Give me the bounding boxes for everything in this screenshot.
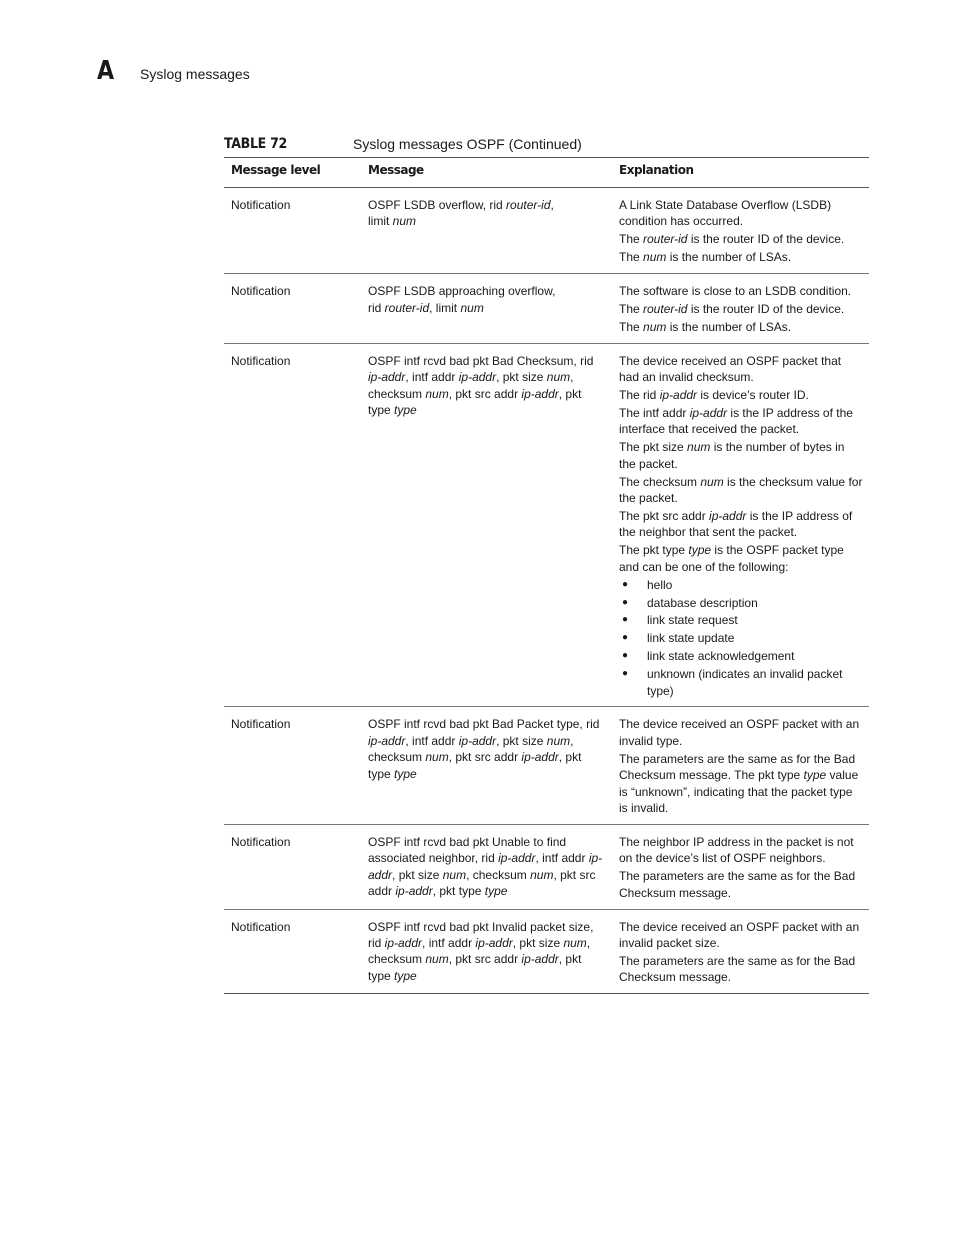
variable-text: ip-addr [368, 733, 406, 748]
variable-text: ip-addr [521, 952, 559, 967]
explanation-cell [612, 274, 869, 344]
variable-text: router-id [384, 300, 430, 315]
text-run: rid [368, 300, 385, 315]
table-row [224, 274, 869, 344]
text-run: value is “unknown”, indicating that the packet type is invalid. [619, 768, 859, 815]
text-run: is the IP address of the interface that received the packet. [619, 406, 853, 437]
text-run: A Link State Database Overflow (LSDB) condition has occurred. [619, 198, 832, 229]
text-run: OSPF intf rcvd bad pkt Bad Packet type, rid [368, 717, 600, 732]
column-header-explanation: Explanation [619, 163, 694, 177]
text-run: OSPF intf rcvd bad pkt Unable to find associated neighbor, rid [368, 834, 567, 866]
text-run: , intf addr [535, 851, 589, 866]
explanation-paragraph [619, 197, 863, 230]
table-body [224, 188, 869, 994]
explanation-cell [612, 343, 869, 707]
explanation-paragraph [619, 919, 863, 952]
variable-text: ip-addr [659, 388, 698, 403]
explanation-paragraph [619, 508, 863, 541]
list-item: ● hello [619, 577, 863, 593]
message-level-cell: Notification [231, 353, 291, 368]
text-run: The pkt type [619, 543, 689, 558]
text-run: OSPF LSDB overflow, rid [368, 198, 507, 212]
explanation-cell [612, 707, 869, 824]
message-cell [361, 343, 612, 707]
list-item: ● database description [619, 595, 863, 611]
text-run: is the number of bytes in the packet. [619, 440, 845, 471]
message-cell [361, 274, 612, 344]
text-run: The [619, 232, 644, 247]
message-cell [361, 824, 612, 909]
text-run: , intf addr [405, 733, 459, 748]
text-run: , pkt size [512, 935, 564, 950]
text-run: The pkt src addr [619, 509, 710, 523]
text-run: , pkt src addr [368, 867, 596, 899]
explanation-paragraph [619, 868, 863, 901]
text-run: , checksum [368, 370, 574, 401]
variable-text: ip-addr [368, 370, 406, 385]
text-run: is the IP address of the neighbor that sent the packet. [619, 509, 853, 540]
text-run: is the number of LSAs. [666, 319, 792, 334]
text-run: limit [368, 214, 393, 229]
variable-text: ip-addr [384, 935, 423, 950]
list-item: ● link state request [619, 612, 863, 628]
text-run: The checksum [619, 474, 701, 489]
explanation-paragraph [619, 474, 863, 507]
text-run: , intf addr [422, 935, 476, 950]
message-level-cell: Notification [231, 919, 291, 934]
variable-text: ip-addr [709, 509, 747, 523]
variable-text: num [530, 867, 554, 882]
explanation-paragraph [619, 319, 863, 335]
explanation-paragraph [619, 716, 863, 749]
variable-text: num [425, 386, 449, 401]
variable-text: num [643, 250, 667, 265]
variable-text: ip-addr [458, 733, 497, 748]
explanation-paragraph [619, 751, 863, 817]
explanation-paragraph [619, 283, 863, 299]
explanation-paragraph [619, 542, 863, 575]
variable-text: num [425, 952, 449, 967]
column-header-message: Message [368, 163, 424, 177]
text-run: The device received an OSPF packet with an invalid packet size. [619, 919, 860, 950]
variable-text: ip-addr [521, 386, 559, 401]
message-level-cell: Notification [231, 198, 291, 212]
text-run: , checksum [466, 867, 531, 882]
text-run: , pkt type [368, 952, 582, 983]
message-cell [361, 188, 612, 274]
message-cell [361, 707, 612, 824]
text-run: OSPF LSDB approaching overflow, [368, 284, 556, 299]
text-run: , intf addr [405, 370, 459, 385]
explanation-paragraph [619, 231, 863, 247]
text-run: is the checksum value for the packet. [619, 474, 863, 506]
text-run: , pkt type [368, 386, 582, 418]
running-header: Syslog messages [140, 66, 250, 82]
variable-text: ip-addr [521, 750, 559, 765]
variable-text: ip-addr [689, 406, 728, 421]
explanation-paragraph [619, 301, 863, 317]
text-run: The pkt size [619, 440, 688, 455]
variable-text: num [392, 214, 417, 229]
table-number: TABLE 72 [224, 136, 287, 152]
explanation-cell [612, 188, 869, 274]
message-level-cell: Notification [231, 834, 291, 849]
text-run: is the router ID of the device. [687, 302, 845, 317]
text-run: , pkt type [432, 884, 485, 899]
text-run: , pkt src addr [448, 750, 522, 765]
list-item: ● link state acknowledgement [619, 648, 863, 664]
text-run: , pkt src addr [448, 386, 522, 401]
variable-text: type [484, 884, 508, 899]
list-item: ● unknown (indicates an invalid packet type) [619, 666, 863, 699]
text-run: , pkt size [496, 733, 547, 748]
column-header-message-level: Message level [231, 163, 321, 177]
variable-text: ip-addr [475, 935, 513, 950]
message-level-cell: Notification [231, 284, 291, 299]
message-level-cell: Notification [231, 717, 291, 732]
text-run: The device received an OSPF packet that had an invalid checksum. [619, 353, 842, 385]
text-run: is the OSPF packet type and can be one of the following: [619, 543, 844, 574]
variable-text: num [643, 319, 667, 334]
table-title: Syslog messages OSPF (Continued) [353, 136, 582, 152]
variable-text: num [442, 867, 467, 882]
table-row [224, 188, 869, 274]
text-run: The [619, 302, 644, 317]
variable-text: num [700, 474, 724, 489]
variable-text: router-id [643, 302, 688, 317]
explanation-paragraph [619, 249, 863, 265]
text-run: , [550, 198, 554, 212]
explanation-paragraph [619, 439, 863, 472]
variable-text: type [394, 403, 417, 418]
variable-text: ip-addr [498, 851, 536, 866]
text-run: OSPF intf rcvd bad pkt Bad Checksum, rid [368, 353, 594, 368]
message-cell [361, 909, 612, 994]
text-run: The software is close to an LSDB condition. [619, 284, 852, 299]
text-run: , limit [429, 300, 461, 315]
text-run: The device received an OSPF packet with an invalid type. [619, 717, 860, 748]
explanation-paragraph [619, 387, 863, 403]
explanation-paragraph [619, 953, 863, 986]
variable-text: ip-addr [395, 884, 433, 899]
text-run: The [619, 250, 644, 265]
variable-text: ip-addr [458, 370, 497, 385]
table-caption [224, 135, 869, 155]
variable-text: num [425, 750, 449, 765]
text-run: is the number of LSAs. [666, 250, 792, 265]
text-run: The parameters are the same as for the Bad Checksum message. [619, 953, 856, 985]
text-run: The neighbor IP address in the packet is not on the device’s list of OSPF neighbors. [619, 834, 854, 866]
explanation-paragraph [619, 353, 863, 386]
explanation-paragraph [619, 405, 863, 438]
variable-text: type [394, 968, 417, 983]
text-run: is the router ID of the device. [687, 232, 845, 247]
variable-text: num [546, 370, 571, 385]
text-run: OSPF intf rcvd bad pkt Invalid packet size, rid [368, 919, 594, 950]
packet-type-list [619, 577, 863, 699]
variable-text: num [460, 300, 484, 315]
explanation-cell [612, 909, 869, 994]
variable-text: router-id [506, 198, 551, 212]
text-run: The [619, 319, 644, 334]
variable-text: type [803, 768, 827, 783]
list-item: ● link state update [619, 630, 863, 646]
text-run: is device’s router ID. [697, 388, 809, 403]
explanation-paragraph [619, 834, 863, 867]
syslog-ospf-table [224, 157, 869, 994]
variable-text: router-id [643, 232, 688, 247]
variable-text: type [688, 543, 712, 558]
text-run: , pkt src addr [448, 952, 522, 967]
table-row [224, 909, 869, 994]
chapter-letter: A [97, 56, 115, 86]
text-run: , checksum [368, 733, 574, 765]
table-row [224, 707, 869, 824]
table-header-row [224, 158, 869, 188]
variable-text: num [546, 733, 571, 748]
text-run: The intf addr [619, 406, 690, 421]
table-row [224, 343, 869, 707]
variable-text: num [563, 935, 587, 950]
table-row [224, 824, 869, 909]
text-run: , pkt size [392, 867, 443, 882]
text-run: The parameters are the same as for the Bad Checksum message. [619, 869, 856, 900]
text-run: , pkt type [368, 750, 582, 781]
text-run: The rid [619, 388, 660, 403]
text-run: , checksum [368, 935, 591, 967]
text-run: The parameters are the same as for the Bad Checksum message. The pkt type [619, 751, 856, 783]
variable-text: type [394, 766, 417, 781]
text-run: , pkt size [496, 370, 547, 385]
explanation-cell [612, 824, 869, 909]
variable-text: ip-addr [368, 851, 603, 882]
variable-text: num [687, 440, 711, 455]
